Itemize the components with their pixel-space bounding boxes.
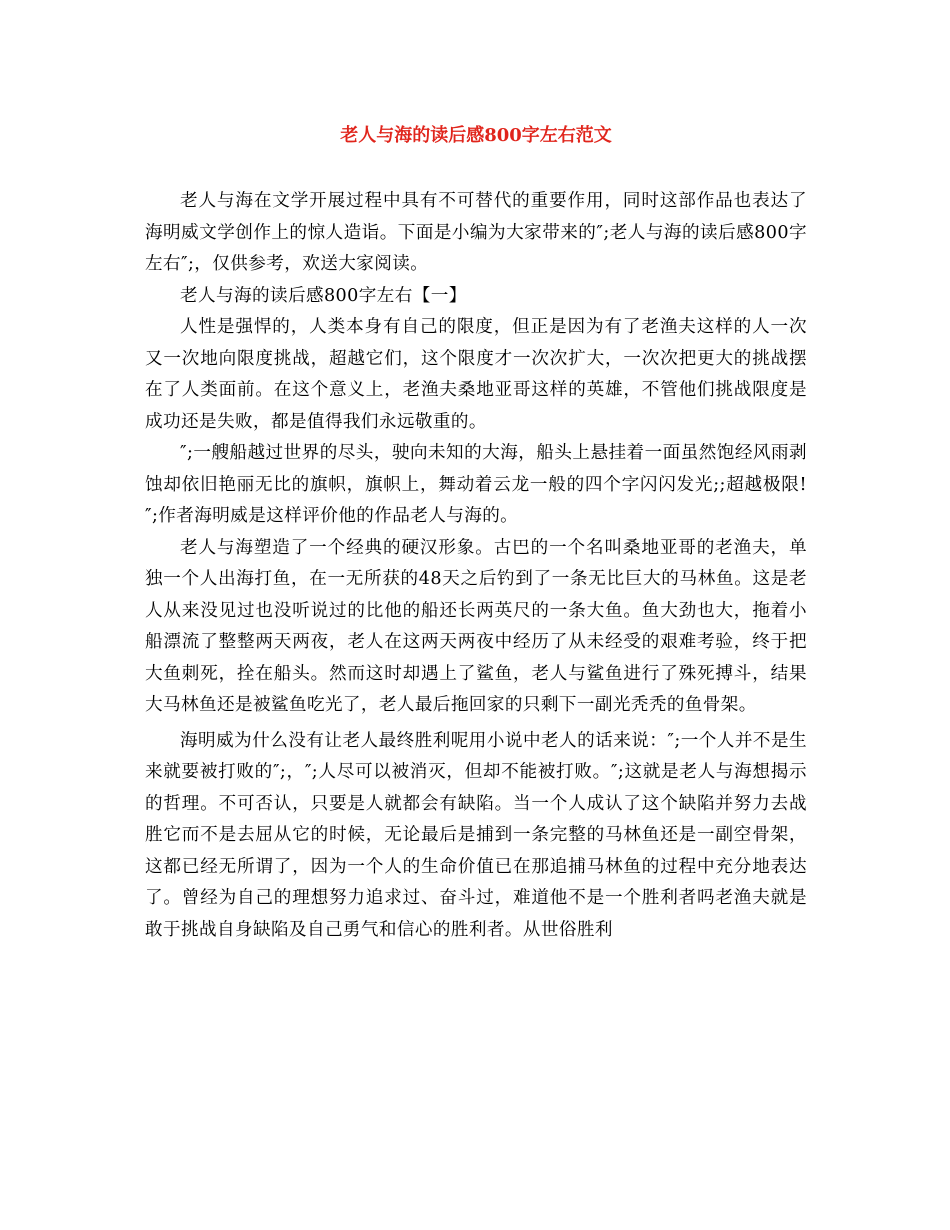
paragraph: ″;一艘船越过世界的尽头，驶向未知的大海，船头上悬挂着一面虽然饱经风雨剥蚀却依旧艳丽无比的旗帜，旗帜上，舞动着云龙一般的四个字闪闪发光;;超越极限!″;作者海明威是这样评价他的作品老人与海的。: [145, 443, 807, 526]
document-body: [145, 186, 807, 946]
paragraph: 老人与海塑造了一个经典的硬汉形象。古巴的一个名叫桑地亚哥的老渔夫，单独一个人出海打鱼，在一无所获的48天之后钓到了一条无比巨大的马林鱼。这是老人从来没见过也没听说过的比他的船还长两英尺的一条大鱼。鱼大劲也大，拖着小船漂流了整整两天两夜，老人在这两天两夜中经历了从未经受的艰难考验，终于把大鱼刺死，拴在船头。然而这时却遇上了鲨鱼，老人与鲨鱼进行了殊死搏斗，结果大马林鱼还是被鲨鱼吃光了，老人最后拖回家的只剩下一副光秃秃的鱼骨架。: [145, 537, 807, 715]
paragraph: 人性是强悍的，人类本身有自己的限度，但正是因为有了老渔夫这样的人一次又一次地向限度挑战，超越它们，这个限度才一次次扩大，一次次把更大的挑战摆在了人类面前。在这个意义上，老渔夫桑地亚哥这样的英雄，不管他们挑战限度是成功还是失败，都是值得我们永远敬重的。: [145, 317, 807, 432]
paragraph-intro: 老人与海在文学开展过程中具有不可替代的重要作用，同时这部作品也表达了海明威文学创作上的惊人造诣。下面是小编为大家带来的″;老人与海的读后感800字左右″;，仅供参考，欢送大家阅读。: [145, 191, 807, 274]
document-title: 老人与海的读后感800字左右范文: [340, 125, 612, 146]
paragraph: 海明威为什么没有让老人最终胜利呢用小说中老人的话来说：″;一个人并不是生来就要被打败的″;，″;人尽可以被消灭，但却不能被打败。″;这就是老人与海想揭示的哲理。不可否认，只要是人就都会有缺陷。当一个人成认了这个缺陷并努力去战胜它而不是去屈从它的时候，无论最后是捕到一条完整的马林鱼还是一副空骨架，这都已经无所谓了，因为一个人的生命价值已在那追捕马林鱼的过程中充分地表达了。曾经为自己的理想努力追求过、奋斗过，难道他不是一个胜利者吗老渔夫就是敢于挑战自身缺陷及自己勇气和信心的胜利者。从世俗胜利: [145, 730, 807, 940]
section-heading: 老人与海的读后感800字左右【一】: [180, 285, 467, 306]
